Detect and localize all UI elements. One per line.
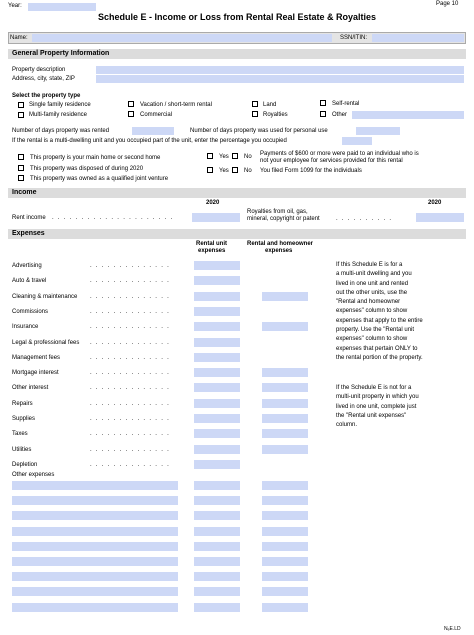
other-expense-homeowner-input[interactable] [262,557,308,566]
col-homeowner-line1: Rental and homeowner [247,241,314,247]
expense-label: Legal & professional fees [12,340,80,346]
self-rental-label: Self-rental [332,101,360,107]
expense-leader: . . . . . . . . . . . . . . [90,324,171,330]
checkbox-joint-venture[interactable] [18,175,24,181]
payments-no-label: No [244,154,252,160]
expense-leader: . . . . . . . . . . . . . . [90,278,171,284]
other-expense-homeowner-input[interactable] [262,481,308,490]
expense-label: Auto & travel [12,278,47,284]
filed-1099-label: You filed Form 1099 for the individuals [260,168,362,174]
year-input[interactable] [28,3,96,11]
other-expense-description-input[interactable] [12,557,178,566]
expense-rental-unit-input[interactable] [194,307,240,316]
checkbox-main-home[interactable] [18,154,24,160]
days-personal-label: Number of days property was used for personal use [190,128,328,134]
royalties-leader: . . . . . . . . . . [336,216,393,222]
expense-leader: . . . . . . . . . . . . . . [90,309,171,315]
section-income: Income [8,188,466,198]
expense-rental-unit-input[interactable] [194,338,240,347]
multi-dwelling-label: If the rental is a multi-dwelling unit and you occupied part of the unit, enter the percentage you occupied [12,138,287,144]
year-label: Year: [8,3,22,9]
expense-homeowner-input[interactable] [262,445,308,454]
expense-leader: . . . . . . . . . . . . . . [90,294,171,300]
rent-income-input[interactable] [192,213,240,222]
expense-rental-unit-input[interactable] [194,322,240,331]
note-line: a multi-unit dwelling and you [336,271,412,278]
ssn-label: SSN/ITIN: [340,35,368,41]
days-rented-input[interactable] [132,127,174,135]
expense-label: Insurance [12,324,39,330]
checkbox-land[interactable] [252,101,258,107]
expense-rental-unit-input[interactable] [194,460,240,469]
checkbox-1099-yes[interactable] [207,167,213,173]
expense-leader: . . . . . . . . . . . . . . [90,385,171,391]
checkbox-self-rental[interactable] [320,100,326,106]
note-line: out the other units, use the [336,289,408,296]
checkbox-single-family[interactable] [18,102,24,108]
checkbox-payments-no[interactable] [232,153,238,159]
section-general: General Property Information [8,49,466,59]
other-expense-description-input[interactable] [12,511,178,520]
col-rental-unit-line1: Rental unit [196,241,227,247]
percentage-occupied-input[interactable] [342,137,372,145]
address-label: Address, city, state, ZIP [12,76,75,82]
other-expense-rental-unit-input[interactable] [194,496,240,505]
other-expense-homeowner-input[interactable] [262,511,308,520]
multi-unit-note [336,261,466,363]
note-line: lived in one unit, complete just [336,403,417,410]
expense-label: Repairs [12,401,33,407]
expense-rental-unit-input[interactable] [194,383,240,392]
note-line: the "Rental unit expenses" [336,412,407,419]
expense-homeowner-input[interactable] [262,292,308,301]
expense-rental-unit-input[interactable] [194,445,240,454]
checkbox-commercial[interactable] [128,111,134,117]
checkbox-disposed[interactable] [18,165,24,171]
note-line: "Rental and homeowner [336,299,401,306]
expense-homeowner-input[interactable] [262,368,308,377]
expense-rental-unit-input[interactable] [194,261,240,270]
income-year-col-2: 2020 [428,200,442,206]
expense-leader: . . . . . . . . . . . . . . [90,370,171,376]
property-description-label: Property description [12,67,66,73]
expense-label: Utilities [12,447,32,453]
land-label: Land [263,102,277,108]
checkbox-1099-no[interactable] [232,167,238,173]
note-line: If the Schedule E is not for a [336,385,412,391]
payments-question-line1: Payments of $600 or more were paid to an individual who is [260,151,419,157]
main-home-label: This property is your main home or second home [30,155,161,161]
royalties-label: Royalties [263,112,288,118]
other-expense-rental-unit-input[interactable] [194,572,240,581]
page-number: Page 10 [436,1,459,7]
other-expense-rental-unit-input[interactable] [194,527,240,536]
expense-leader: . . . . . . . . . . . . . . [90,355,171,361]
expense-rental-unit-input[interactable] [194,399,240,408]
expense-leader: . . . . . . . . . . . . . . [90,340,171,346]
checkbox-other[interactable] [320,111,326,117]
checkbox-vacation[interactable] [128,101,134,107]
expense-label: Advertising [12,263,42,269]
expense-rental-unit-input[interactable] [194,368,240,377]
1099-yes-label: Yes [219,168,229,174]
other-expense-description-input[interactable] [12,603,178,612]
commercial-label: Commercial [140,112,173,118]
disposed-label: This property was disposed of during 2020 [30,166,144,172]
royalties-label-line2: mineral, copyright or patent [247,216,320,222]
joint-venture-label: This property was owned as a qualified joint venture [30,176,169,182]
expense-homeowner-input[interactable] [262,399,308,408]
expense-label: Cleaning & maintenance [12,294,78,300]
multi-family-label: Multi-family residence [29,112,88,118]
col-homeowner-line2: expenses [265,248,293,254]
note-line: lived in one unit and rented [336,280,409,287]
other-expense-rental-unit-input[interactable] [194,542,240,551]
royalties-label-line1: Royalties from oil, gas, [247,209,308,215]
other-expense-homeowner-input[interactable] [262,587,308,596]
note-line: column. [336,422,358,429]
expense-homeowner-input[interactable] [262,383,308,392]
royalties-input[interactable] [416,213,464,222]
other-expense-description-input[interactable] [12,481,178,490]
expense-label: Management fees [12,355,61,361]
form-title: Schedule E - Income or Loss from Rental Real Estate & Royalties [97,12,377,22]
expense-label: Supplies [12,416,36,422]
expense-label: Depletion [12,462,38,468]
property-type-heading: Select the property type [12,93,81,99]
property-description-input[interactable] [96,66,464,74]
note-line: expenses" column to show [336,308,408,315]
note-line: multi-unit property in which you [336,394,419,401]
expense-leader: . . . . . . . . . . . . . . [90,447,171,453]
other-expense-homeowner-input[interactable] [262,603,308,612]
expense-leader: . . . . . . . . . . . . . . [90,416,171,422]
1099-no-label: No [244,168,252,174]
days-personal-input[interactable] [356,127,400,135]
expense-label: Commissions [12,309,49,315]
other-expense-homeowner-input[interactable] [262,527,308,536]
section-expenses: Expenses [8,229,466,239]
expense-rental-unit-input[interactable] [194,292,240,301]
expense-rental-unit-input[interactable] [194,353,240,362]
note-line: expenses" column to show [336,336,408,343]
expense-label: Taxes [12,431,28,437]
address-input[interactable] [96,75,464,83]
other-expense-homeowner-input[interactable] [262,496,308,505]
expense-label: Other interest [12,385,49,391]
expense-homeowner-input[interactable] [262,322,308,331]
other-expense-rental-unit-input[interactable] [194,603,240,612]
other-expense-rental-unit-input[interactable] [194,511,240,520]
expense-homeowner-input[interactable] [262,429,308,438]
vacation-label: Vacation / short-term rental [140,102,212,108]
other-expense-homeowner-input[interactable] [262,542,308,551]
note-line: the rental portion of the property. [336,354,423,361]
other-expense-rental-unit-input[interactable] [194,481,240,490]
expense-label: Mortgage interest [12,370,59,376]
other-expense-description-input[interactable] [12,572,178,581]
other-expense-rental-unit-input[interactable] [194,557,240,566]
other-expense-homeowner-input[interactable] [262,572,308,581]
payments-yes-label: Yes [219,154,229,160]
note-line: property. Use the "Rental unit [336,327,415,334]
expense-leader: . . . . . . . . . . . . . . [90,462,171,468]
expense-rental-unit-input[interactable] [194,414,240,423]
other-expense-description-input[interactable] [12,542,178,551]
checkbox-payments-yes[interactable] [207,153,213,159]
note-line: expenses that pertain ONLY to [336,345,418,352]
col-rental-unit-line2: expenses [198,248,226,254]
income-year-col: 2020 [206,200,220,206]
ssn-input[interactable] [372,34,464,42]
other-expense-description-input[interactable] [12,527,178,536]
note-line: expenses that apply to the entire [336,317,423,324]
expense-leader: . . . . . . . . . . . . . . [90,431,171,437]
other-expense-description-input[interactable] [12,496,178,505]
footer-code: NₑE.LD [444,626,461,632]
expense-rental-unit-input[interactable] [194,276,240,285]
single-family-label: Single family residence [29,102,91,108]
expense-rental-unit-input[interactable] [194,429,240,438]
payments-question-line2: not your employee for services provided for this rental [260,158,403,164]
other-expenses-label: Other expenses [12,472,55,478]
single-unit-note [336,384,466,430]
expense-leader: . . . . . . . . . . . . . . [90,263,171,269]
name-label: Name: [10,35,28,41]
expense-leader: . . . . . . . . . . . . . . [90,401,171,407]
other-expense-description-input[interactable] [12,587,178,596]
rent-income-leader: . . . . . . . . . . . . . . . . . . . . . [52,215,174,221]
note-line: If this Schedule E is for a [336,262,403,268]
expense-homeowner-input[interactable] [262,414,308,423]
name-input[interactable] [32,34,332,42]
rent-income-label: Rent income [12,215,46,221]
days-rented-label: Number of days property was rented [12,128,110,134]
other-expense-rental-unit-input[interactable] [194,587,240,596]
checkbox-royalties[interactable] [252,111,258,117]
checkbox-multi-family[interactable] [18,112,24,118]
other-type-input[interactable] [352,111,464,119]
other-label: Other [332,112,348,118]
